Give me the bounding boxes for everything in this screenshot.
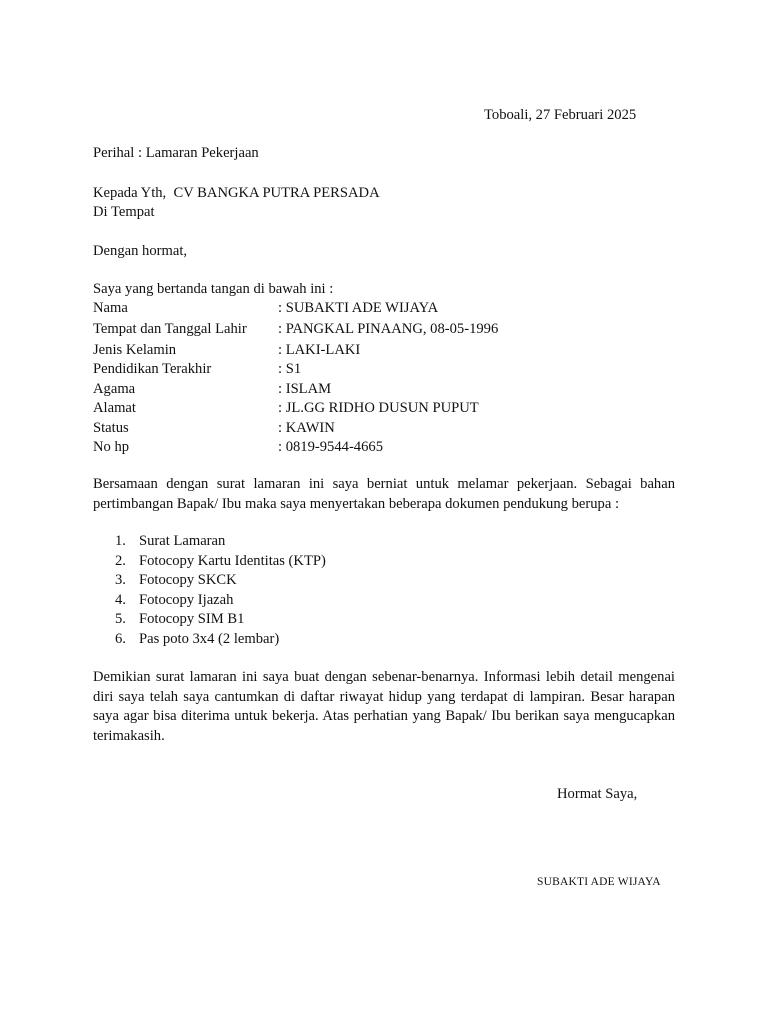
place-date: Toboali, 27 Februari 2025	[484, 107, 637, 123]
intro-line: Saya yang bertanda tangan di bawah ini :	[93, 281, 334, 297]
field-value: : SUBAKTI ADE WIJAYA	[278, 300, 439, 316]
list-number: 6.	[115, 630, 126, 647]
list-item	[115, 552, 326, 572]
list-item	[115, 571, 326, 591]
list-item	[115, 591, 326, 611]
body-paragraph-1: Bersamaan dengan surat lamaran ini saya berniat untuk melamar pekerjaan. Sebagai bahan pertimbangan Bapak/ Ibu maka saya menyertakan beberapa dokumen pendukung berupa :	[93, 476, 675, 512]
signer-name: SUBAKTI ADE WIJAYA	[537, 876, 661, 888]
field-label: Status	[93, 419, 129, 436]
list-text: Fotocopy Ijazah	[139, 591, 234, 608]
closing-salutation: Hormat Saya,	[557, 786, 638, 802]
field-label: Nama	[93, 300, 128, 316]
field-row-address	[93, 399, 653, 418]
list-item	[115, 630, 326, 650]
document-list	[115, 532, 326, 649]
applicant-details	[93, 299, 653, 457]
recipient-line: Kepada Yth, CV BANGKA PUTRA PERSADA	[93, 185, 380, 201]
subject-line: Perihal : Lamaran Pekerjaan	[93, 145, 259, 161]
list-item	[115, 610, 326, 630]
field-row-status	[93, 419, 653, 438]
list-text: Surat Lamaran	[139, 533, 226, 549]
field-row-name	[93, 299, 653, 320]
list-number: 5.	[115, 611, 126, 627]
field-label: Pendidikan Terakhir	[93, 361, 212, 378]
field-value: : PANGKAL PINAANG, 08-05-1996	[278, 321, 499, 337]
field-row-education	[93, 360, 653, 379]
field-label: Jenis Kelamin	[93, 342, 177, 358]
field-value: : S1	[278, 361, 302, 378]
field-row-birth	[93, 320, 653, 341]
list-text: Pas poto 3x4 (2 lembar)	[139, 630, 280, 647]
recipient-location: Di Tempat	[93, 204, 155, 220]
list-text: Fotocopy SIM B1	[139, 611, 245, 627]
body-paragraph-2: Demikian surat lamaran ini saya buat dengan sebenar-benarnya. Informasi lebih detail mengenai diri saya telah saya cantumkan di daftar riwayat hidup yang terdapat di lampiran. Besar harapan saya agar bisa diterima untuk bekerja. Atas perhatian yang Bapak/ Ibu berikan saya mengucapkan terimakasih.	[93, 669, 675, 744]
field-label: Tempat dan Tanggal Lahir	[93, 321, 247, 337]
field-label: Alamat	[93, 400, 136, 417]
list-number: 3.	[115, 572, 126, 588]
list-number: 2.	[115, 552, 126, 569]
field-value: : LAKI-LAKI	[278, 342, 361, 358]
field-row-phone	[93, 438, 653, 457]
list-text: Fotocopy Kartu Identitas (KTP)	[139, 552, 326, 569]
field-row-gender	[93, 341, 653, 360]
list-item	[115, 532, 326, 552]
list-text: Fotocopy SKCK	[139, 572, 237, 588]
list-number: 4.	[115, 591, 126, 608]
field-value: : 0819-9544-4665	[278, 438, 383, 455]
field-label: No hp	[93, 438, 130, 455]
field-value: : KAWIN	[278, 419, 335, 436]
field-value: : ISLAM	[278, 380, 332, 397]
greeting: Dengan hormat,	[93, 243, 188, 259]
field-label: Agama	[93, 380, 136, 397]
field-value: : JL.GG RIDHO DUSUN PUPUT	[278, 400, 479, 417]
list-number: 1.	[115, 533, 126, 549]
field-row-religion	[93, 380, 653, 399]
